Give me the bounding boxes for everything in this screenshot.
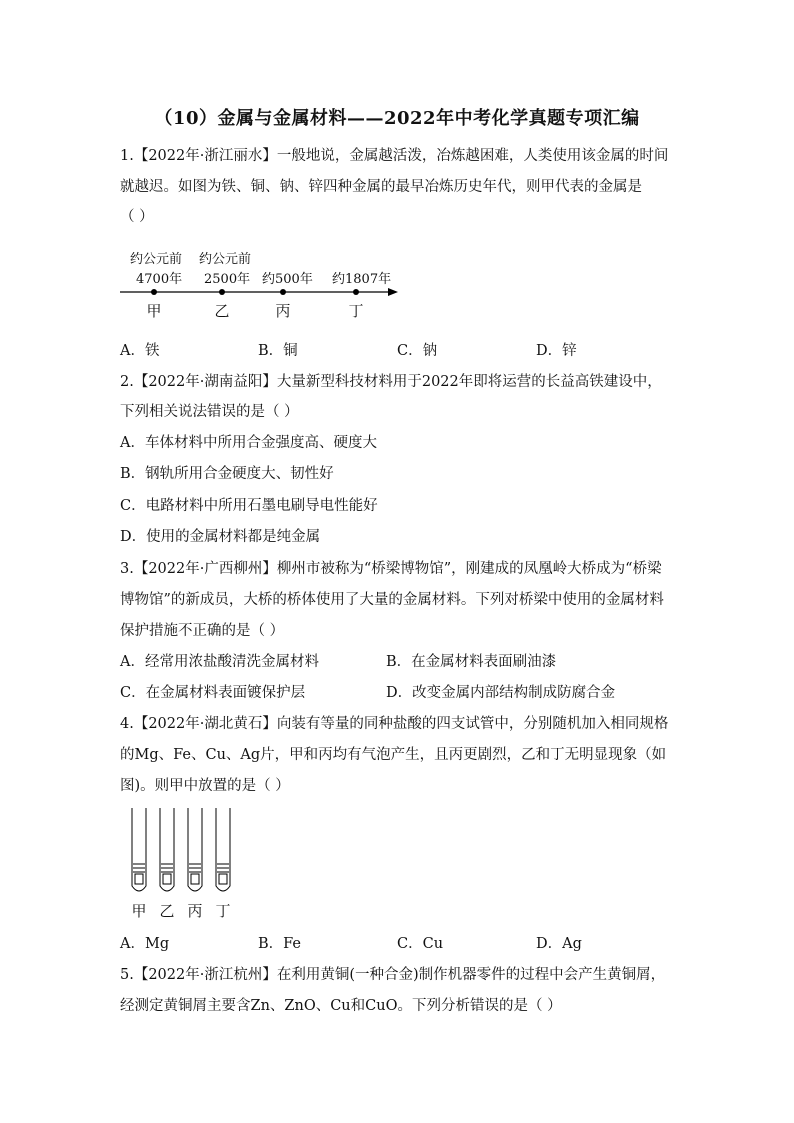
timeline-axis <box>118 284 400 300</box>
q1-option-b[interactable]: B．铜 <box>258 343 298 359</box>
timeline-label-top-1: 约公元前 <box>130 252 183 267</box>
q2-option-b[interactable]: B．钢轨所用合金硬度大、韧性好 <box>120 466 334 482</box>
timeline-point-4 <box>353 289 359 295</box>
q4-option-a[interactable]: A．Mg <box>120 936 170 952</box>
q2-option-c[interactable]: C．电路材料中所用石墨电刷导电性能好 <box>120 498 378 514</box>
timeline-label-bottom-3: 约500年 <box>262 272 313 287</box>
tube-label-4: 丁 <box>215 902 231 920</box>
timeline-point-1 <box>151 289 157 295</box>
timeline-point-3 <box>280 289 286 295</box>
q2-text-line1: 2.【2022年·湖南益阳】大量新型科技材料用于2022年即将运营的长益高铁建设中， <box>120 374 662 390</box>
q1-option-d[interactable]: D．锌 <box>536 343 577 359</box>
timeline-label-bottom-4: 约1807年 <box>332 272 392 287</box>
q4-text-line2: 的Mg、Fe、Cu、Ag片，甲和丙均有气泡产生，且丙更剧烈，乙和丁无明显现象（如 <box>120 747 667 763</box>
timeline-point-2 <box>219 289 225 295</box>
q2-option-d[interactable]: D．使用的金属材料都是纯金属 <box>120 529 321 545</box>
test-tube-1 <box>132 808 146 891</box>
q5-text-line1: 5.【2022年·浙江杭州】在利用黄铜(一种合金)制作机器零件的过程中会产生黄铜屑， <box>120 967 666 983</box>
q3-option-a[interactable]: A．经常用浓盐酸清洗金属材料 <box>120 654 319 670</box>
q4-text-line1: 4.【2022年·湖北黄石】向装有等量的同种盐酸的四支试管中，分别随机加入相同规格 <box>120 716 669 732</box>
timeline-name-2: 乙 <box>214 302 230 320</box>
tube-label-3: 丙 <box>187 902 203 920</box>
timeline-label-bottom-1: 4700年 <box>136 272 183 287</box>
timeline-name-1: 甲 <box>146 302 162 320</box>
q3-option-b[interactable]: B．在金属材料表面刷油漆 <box>386 654 557 670</box>
q3-text-line2: 博物馆”的新成员，大桥的桥体使用了大量的金属材料。下列对桥梁中使用的金属材料 <box>120 592 664 608</box>
q4-option-b[interactable]: B．Fe <box>258 936 302 952</box>
q3-text-line3: 保护措施不正确的是（ ） <box>120 623 285 639</box>
q1-option-a[interactable]: A．铁 <box>120 343 160 359</box>
timeline-name-4: 丁 <box>348 302 364 320</box>
test-tube-3 <box>188 808 202 891</box>
page-title: （10）金属与金属材料——2022年中考化学真题专项汇编 <box>154 108 640 129</box>
q1-text-line2: 就越迟。如图为铁、铜、钠、锌四种金属的最早冶炼历史年代，则甲代表的金属是 <box>120 179 642 195</box>
tube-label-2: 乙 <box>159 902 175 920</box>
q2-option-a[interactable]: A．车体材料中所用合金强度高、硬度大 <box>120 435 377 451</box>
q1-text-line3: （ ） <box>120 209 154 225</box>
q4-text-line3: 图)。则甲中放置的是（ ） <box>120 778 290 794</box>
q1-option-c[interactable]: C．钠 <box>397 343 438 359</box>
q3-option-c[interactable]: C．在金属材料表面镀保护层 <box>120 685 306 701</box>
test-tubes-figure <box>124 806 244 898</box>
q1-text-line1: 1.【2022年·浙江丽水】一般地说，金属越活泼，冶炼越困难，人类使用该金属的时间 <box>120 148 669 164</box>
q2-text-line2: 下列相关说法错误的是（ ） <box>120 404 299 420</box>
q5-text-line2: 经测定黄铜屑主要含Zn、ZnO、Cu和CuO。下列分析错误的是（ ） <box>120 998 562 1014</box>
q3-text-line1: 3.【2022年·广西柳州】柳州市被称为“桥梁博物馆”，刚建成的凤凰岭大桥成为“桥梁 <box>120 561 662 577</box>
q3-option-d[interactable]: D．改变金属内部结构制成防腐合金 <box>386 685 616 701</box>
test-tube-4 <box>216 808 230 891</box>
q4-option-c[interactable]: C．Cu <box>397 936 444 952</box>
timeline-name-3: 丙 <box>275 302 291 320</box>
tube-label-1: 甲 <box>131 902 147 920</box>
timeline-label-top-2: 约公元前 <box>199 252 252 267</box>
test-tube-2 <box>160 808 174 891</box>
timeline-label-bottom-2: 2500年 <box>204 272 251 287</box>
q4-option-d[interactable]: D．Ag <box>536 936 582 952</box>
